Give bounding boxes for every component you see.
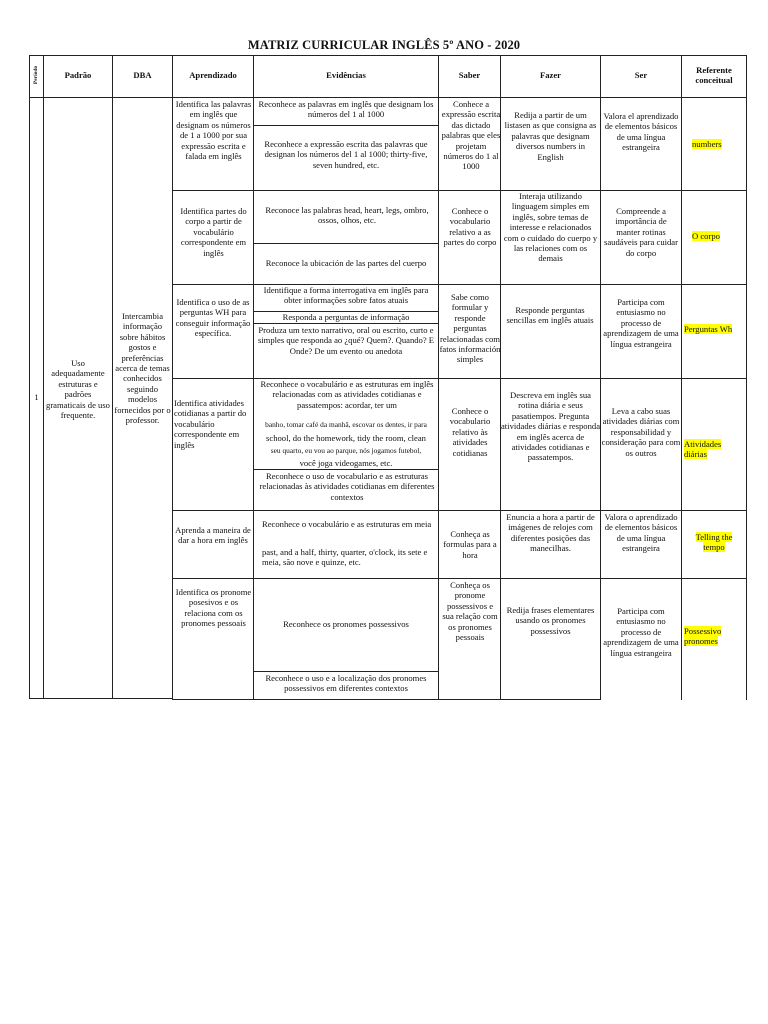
evid-sub-2 <box>253 243 439 244</box>
referente-corpo-label: O corpo <box>692 231 720 241</box>
ser-corpo: Compreende a importância de manter rotinas saudáveis para cuidar do corpo <box>604 206 678 258</box>
aprendizado-atividades: Identifica atividades cotidianas a partir do vocabulário correspondente em inglês <box>174 398 247 450</box>
evidencia-atividades-1: Reconhece o vocabulário e as estruturas em inglês relacionadas com as atividades cotidianas e passatempos: acordar, ter um <box>260 379 434 410</box>
header-saber: Saber <box>458 70 481 80</box>
evidencia-time-2: past, and a half, thirty, quarter, o'clock, its sete e meia, são nove e quinze, etc. <box>262 547 428 568</box>
header-ser: Ser <box>634 70 648 80</box>
referente-wh-label: Perguntas Wh <box>684 324 733 334</box>
table-border-bottom <box>29 698 172 699</box>
fazer-time: Enuncia a hora a partir de imágenes de relojes com diferentes posições das manecilhas. <box>506 512 595 554</box>
header-dba: DBA <box>133 70 152 80</box>
evid-sub-6 <box>253 671 439 672</box>
col-line-0 <box>29 55 30 699</box>
fazer-corpo: Interaja utilizando linguagem simples em inglês, sobre temas de interesse e relacionados com o cuidado do cuerpo y las relaciones com os demais <box>503 191 598 264</box>
page-title: MATRIZ CURRICULAR INGLÊS 5º ANO - 2020 <box>247 38 521 52</box>
saber-numbers: Conhece a expressão escrita das dictado palabras que eles projetam números do 1 al 1000 <box>441 99 501 172</box>
header-separator <box>29 97 747 98</box>
periodo-value: 1 <box>34 392 39 402</box>
header-aprendizado: Aprendizado <box>189 70 237 80</box>
aprendizado-wh: Identifica o uso de as perguntas WH para conseguir informação específica. <box>175 297 251 339</box>
evidencia-atividades-4: seu quarto, eu vou ao parque, nós jogamos futebol, <box>270 446 422 455</box>
dba-text: Intercambia informação sobre hábitos gostos e preferências acerca de temas conhecidos seguindo modelos fornecidos por o professor. <box>114 311 171 426</box>
ser-wh: Participa com entusiasmo no processo de aprendizagem de uma língua estrangeira <box>603 297 679 349</box>
saber-possessivos: Conheça os pronome possessivos e sua relação com os pronomes pessoais <box>442 580 498 643</box>
row-separator-4 <box>172 510 747 511</box>
evidencia-numbers-1: Reconhece as palavras em inglês que designam los números del 1 al 1000 <box>258 99 434 120</box>
referente-atividades-label: Atividades diárias <box>684 439 722 460</box>
saber-wh: Sabe como formular y responde perguntas relacionadas com fatos información simples <box>439 292 501 365</box>
saber-time: Conheça as formulas para a hora <box>443 529 497 560</box>
ser-time: Valora o aprendizado de elementos básicos de uma língua estrangeira <box>604 512 678 554</box>
header-padrao: Padrão <box>64 70 92 80</box>
referente-possessivos-label: Possessivo pronomes <box>684 626 722 647</box>
aprendizado-corpo: Identifica partes do corpo a partir de vocabulário correspondente em inglês <box>180 206 247 258</box>
evidencia-atividades-3: school, do the homework, tidy the room, clean <box>266 433 426 443</box>
evidencia-wh-2: Responda a perguntas de informação <box>282 312 410 322</box>
referente-numbers <box>692 139 746 149</box>
evid-sub-4 <box>253 469 439 470</box>
header-evidencias: Evidências <box>326 70 366 80</box>
row-separator-1 <box>172 190 747 191</box>
header-referente: Referente conceitual <box>695 65 733 86</box>
evidencia-numbers-2: Reconhece a expressão escrita das palavras que designan los números del 1 al 1000; thirty-five, seven hundred, etc. <box>264 139 428 170</box>
fazer-wh: Responde perguntas sencillas em inglês atuais <box>506 305 594 326</box>
referente-time <box>684 532 744 553</box>
evidencia-atividades-2: banho, tomar café da manhã, escovar os dentes, ir para <box>265 420 427 429</box>
fazer-possessivos: Redija frases elementares usando os pronomes possessivos <box>506 605 595 636</box>
row-separator-bottom <box>172 699 601 700</box>
referente-corpo <box>692 231 746 241</box>
padrao-text: Uso adequadamente estruturas e padrões gramaticais de uso frequente. <box>46 358 110 421</box>
aprendizado-time: Aprenda a maneira de dar a hora em inglês <box>175 525 251 546</box>
referente-time-label: Telling the tempo <box>695 532 733 553</box>
saber-atividades: Conhece o vocabulario relativo às atividades cotidianas <box>449 406 491 458</box>
evidencia-wh-1: Identifique a forma interrogativa em inglês para obter informações sobre fatos atuais <box>263 285 429 306</box>
referente-wh <box>684 324 746 334</box>
evidencia-possessivos-2: Reconhece o uso e a localização dos pronomes possessivos em diferentes contextos <box>265 673 427 694</box>
fazer-atividades: Descreva em inglês sua rotina diária e seus pasatiempos. Pregunta atividades diárias e responda em inglês acerca de atividades cotidianas e passatempos. <box>500 390 601 463</box>
evidencia-atividades-5: você joga videogames, etc. <box>299 458 393 468</box>
row-separator-5 <box>172 578 747 579</box>
header-fazer: Fazer <box>540 70 561 80</box>
referente-possessivos <box>684 626 732 647</box>
table-border-top <box>29 55 747 56</box>
header-periodo: Período <box>33 65 39 85</box>
referente-atividades <box>684 439 746 460</box>
evid-sub-3b <box>253 323 439 324</box>
evidencia-corpo-2: Reconoce la ubicación de las partes del cuerpo <box>265 258 427 268</box>
referente-numbers-label: numbers <box>692 139 722 149</box>
aprendizado-numbers: Identifica las palavras em inglês que designam os números de 1 a 1000 por sua expressão escrita e falada em inglês <box>175 99 252 162</box>
fazer-numbers: Redija a partir de um listasen as que consigna as palavras que designam diversos numbers in English <box>504 110 597 162</box>
evid-sub-1 <box>253 125 439 126</box>
evidencia-atividades-6: Reconhece o uso de vocabulario e as estruturas relacionadas às atividades cotidianas em diferentes contextos <box>259 471 435 502</box>
evidencia-possessivos-1: Reconhece os pronomes possessivos <box>283 619 409 629</box>
col-line-1 <box>43 55 44 699</box>
aprendizado-possessivos: Identifica os pronome posesivos e os relaciona com os pronomes pessoais <box>175 587 252 629</box>
ser-atividades: Leva a cabo suas atividades diárias com responsabilidad y consideração para com os outros <box>601 406 681 458</box>
ser-numbers: Valora el aprendizado de elementos básicos de uma língua estrangeira <box>603 111 679 153</box>
ser-possessivos: Participa com entusiasmo no processo de aprendizagem de uma língua estrangeira <box>603 606 679 658</box>
evidencia-time-1: Reconhece o vocabulário e as estruturas em meia <box>262 519 432 529</box>
evidencia-wh-3: Produza um texto narrativo, oral ou escrito, curto e simples que responda ao ¿qué? Quem?. Quando? E Onde? De um evento ou anedota <box>257 325 435 356</box>
saber-corpo: Conhece o vocabulario relativo a as partes do corpo <box>443 206 497 248</box>
evidencia-corpo-1: Reconoce las palabras head, heart, legs, ombro, ossos, olhos, etc. <box>265 205 429 226</box>
